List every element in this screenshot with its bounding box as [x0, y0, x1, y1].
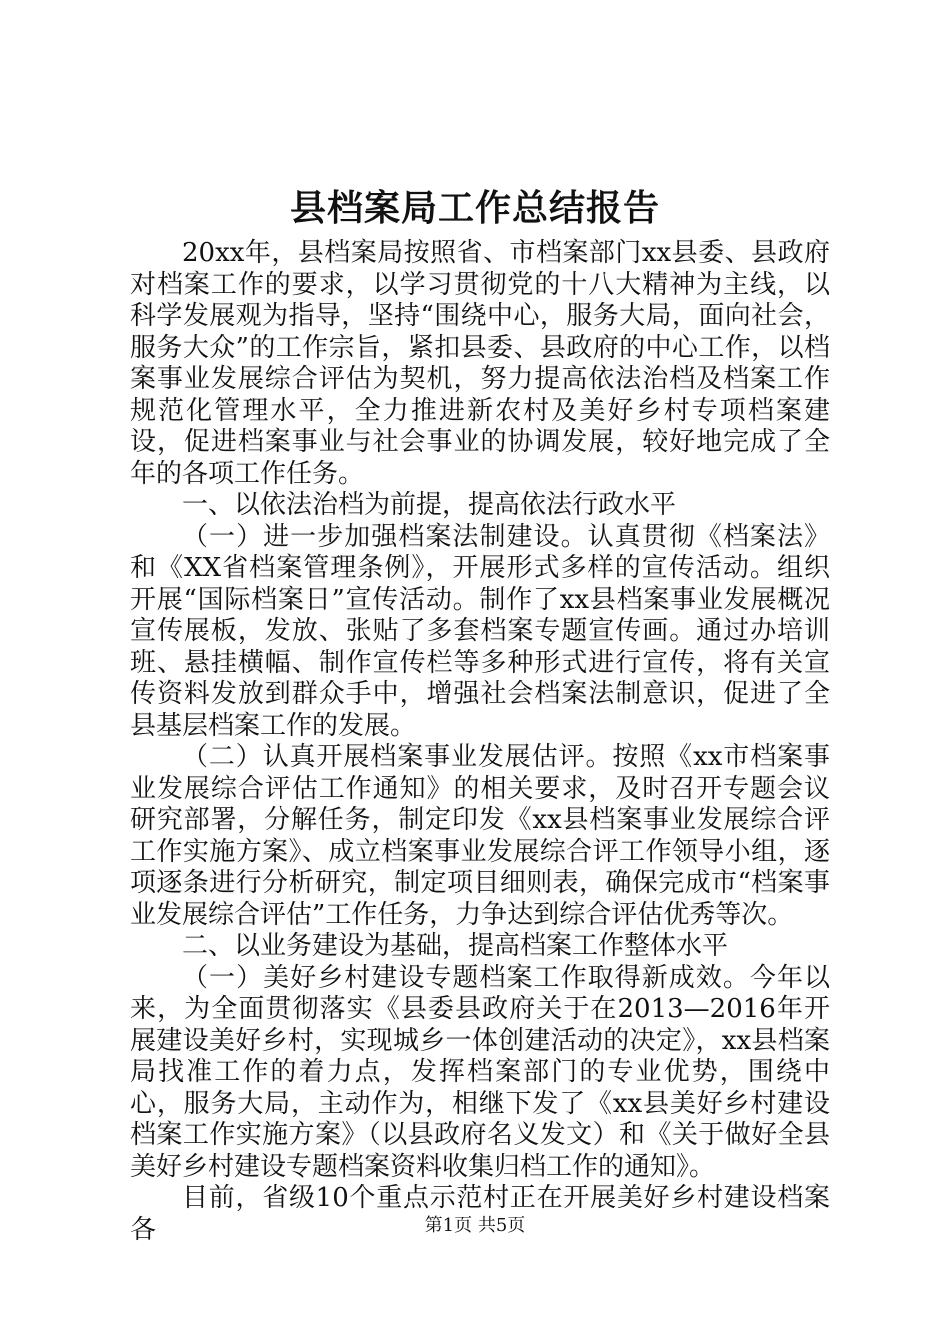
- section-heading-1: 一、以依法治档为前提，提高依法行政水平: [182, 490, 677, 520]
- intro-paragraph: 20xx年，县档案局按照省、市档案部门xx县委、县政府对档案工作的要求，以学习贯彻党的十八大精神为主线，以科学发展观为指导，坚持“围绕中心，服务大局，面向社会，服务大众”的工作宗旨，紧扣县委、县政府的中心工作，以档案事业发展综合评估为契机，努力提高依法治档及档案工作规范化管理水平，全力推进新农村及美好乡村专项档案建设，促进档案事业与社会事业的协调发展，较好地完成了全年的各项工作任务。: [130, 238, 830, 489]
- document-body: [130, 238, 830, 1246]
- continuation-paragraph: 目前，省级10个重点示范村正在开展美好乡村建设档案各: [130, 1183, 830, 1245]
- subsection-paragraph-1-2: （二）认真开展档案事业发展估评。按照《xx市档案事业发展综合评估工作通知》的相关要求，及时召开专题会议研究部署，分解任务，制定印发《xx县档案事业发展综合评工作实施方案》、成立档案事业发展综合评工作领导小组，逐项逐条进行分析研究，制定项目细则表，确保完成市“档案事业发展综合评估”工作任务，力争达到综合评估优秀等次。: [130, 742, 830, 930]
- subsection-paragraph-2-1: （一）美好乡村建设专题档案工作取得新成效。今年以来，为全面贯彻落实《县委县政府关于在2013—2016年开展建设美好乡村，实现城乡一体创建活动的决定》，xx县档案局找准工作的着力点，发挥档案部门的专业优势，围绕中心，服务大局，主动作为，相继下发了《xx县美好乡村建设档案工作实施方案》（以县政府名义发文）和《关于做好全县美好乡村建设专题档案资料收集归档工作的通知》。: [130, 962, 830, 1182]
- subsection-paragraph-1-1: （一）进一步加强档案法制建设。认真贯彻《档案法》和《XX省档案管理条例》，开展形式多样的宣传活动。组织开展“国际档案日”宣传活动。制作了xx县档案事业发展概况宣传展板，发放、张贴了多套档案专题宣传画。通过办培训班、悬挂横幅、制作宣传栏等多种形式进行宣传，将有关宣传资料发放到群众手中，增强社会档案法制意识，促进了全县基层档案工作的发展。: [130, 521, 830, 741]
- document-title: 县档案局工作总结报告: [289, 187, 660, 229]
- page-footer: 第1页 共5页: [424, 1215, 526, 1236]
- section-heading-2: 二、以业务建设为基础，提高档案工作整体水平: [182, 931, 729, 961]
